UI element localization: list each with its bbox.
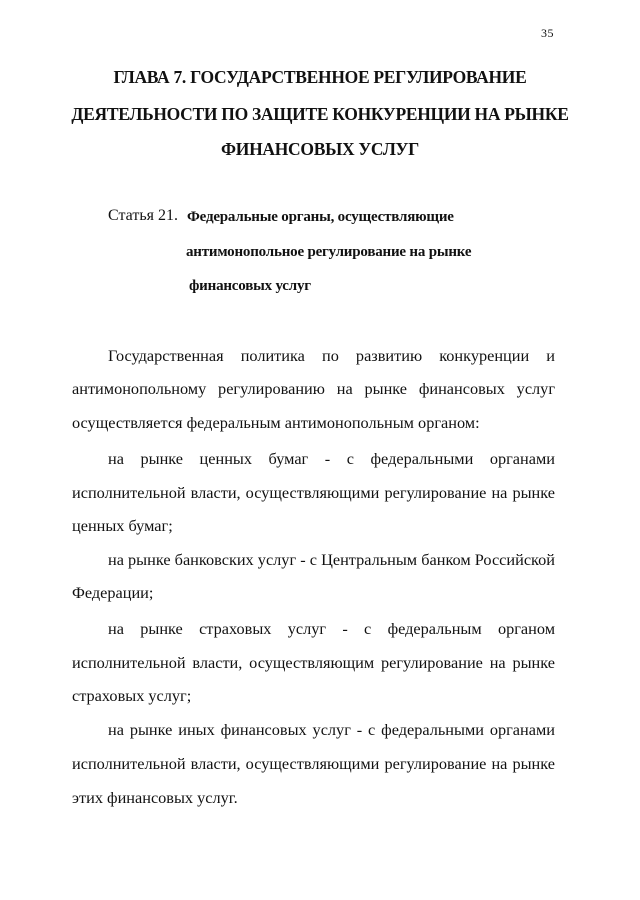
paragraph-line: на рынке ценных бумаг - с федеральными органами	[108, 449, 555, 468]
article-label: Статья 21.	[108, 207, 178, 224]
paragraph-line: на рынке банковских услуг - с Центральным банком Российской	[108, 550, 555, 569]
paragraph-line: антимонопольному регулированию на рынке финансовых услуг	[72, 379, 555, 398]
chapter-heading-line-2: ДЕЯТЕЛЬНОСТИ ПО ЗАЩИТЕ КОНКУРЕНЦИИ НА РЫНКЕ	[71, 104, 569, 124]
paragraph-line: ценных бумаг;	[72, 516, 173, 535]
paragraph-line: исполнительной власти, осуществляющим регулирование на рынке	[72, 653, 555, 672]
paragraph-line: этих финансовых услуг.	[72, 788, 238, 807]
article-title-line-2: антимонопольное регулирование на рынке	[186, 244, 472, 260]
paragraph-line: исполнительной власти, осуществляющими регулирование на рынке	[72, 754, 555, 773]
article-title-line-1: Федеральные органы, осуществляющие	[187, 209, 454, 225]
paragraph-line: Государственная политика по развитию конкуренции и	[108, 346, 555, 365]
chapter-heading-line-3: ФИНАНСОВЫХ УСЛУГ	[221, 139, 419, 159]
page-number: 35	[541, 26, 554, 40]
paragraph-line: осуществляется федеральным антимонопольным органом:	[72, 413, 480, 432]
paragraph-line: исполнительной власти, осуществляющими регулирование на рынке	[72, 483, 555, 502]
paragraph-line: на рынке иных финансовых услуг - с федеральными органами	[108, 720, 555, 739]
paragraph-line: Федерации;	[72, 583, 154, 602]
paragraph-line: страховых услуг;	[72, 686, 192, 705]
chapter-heading-line-1: ГЛАВА 7. ГОСУДАРСТВЕННОЕ РЕГУЛИРОВАНИЕ	[113, 67, 527, 87]
article-title-line-3: финансовых услуг	[189, 278, 311, 294]
paragraph-line: на рынке страховых услуг - с федеральным органом	[108, 619, 555, 638]
